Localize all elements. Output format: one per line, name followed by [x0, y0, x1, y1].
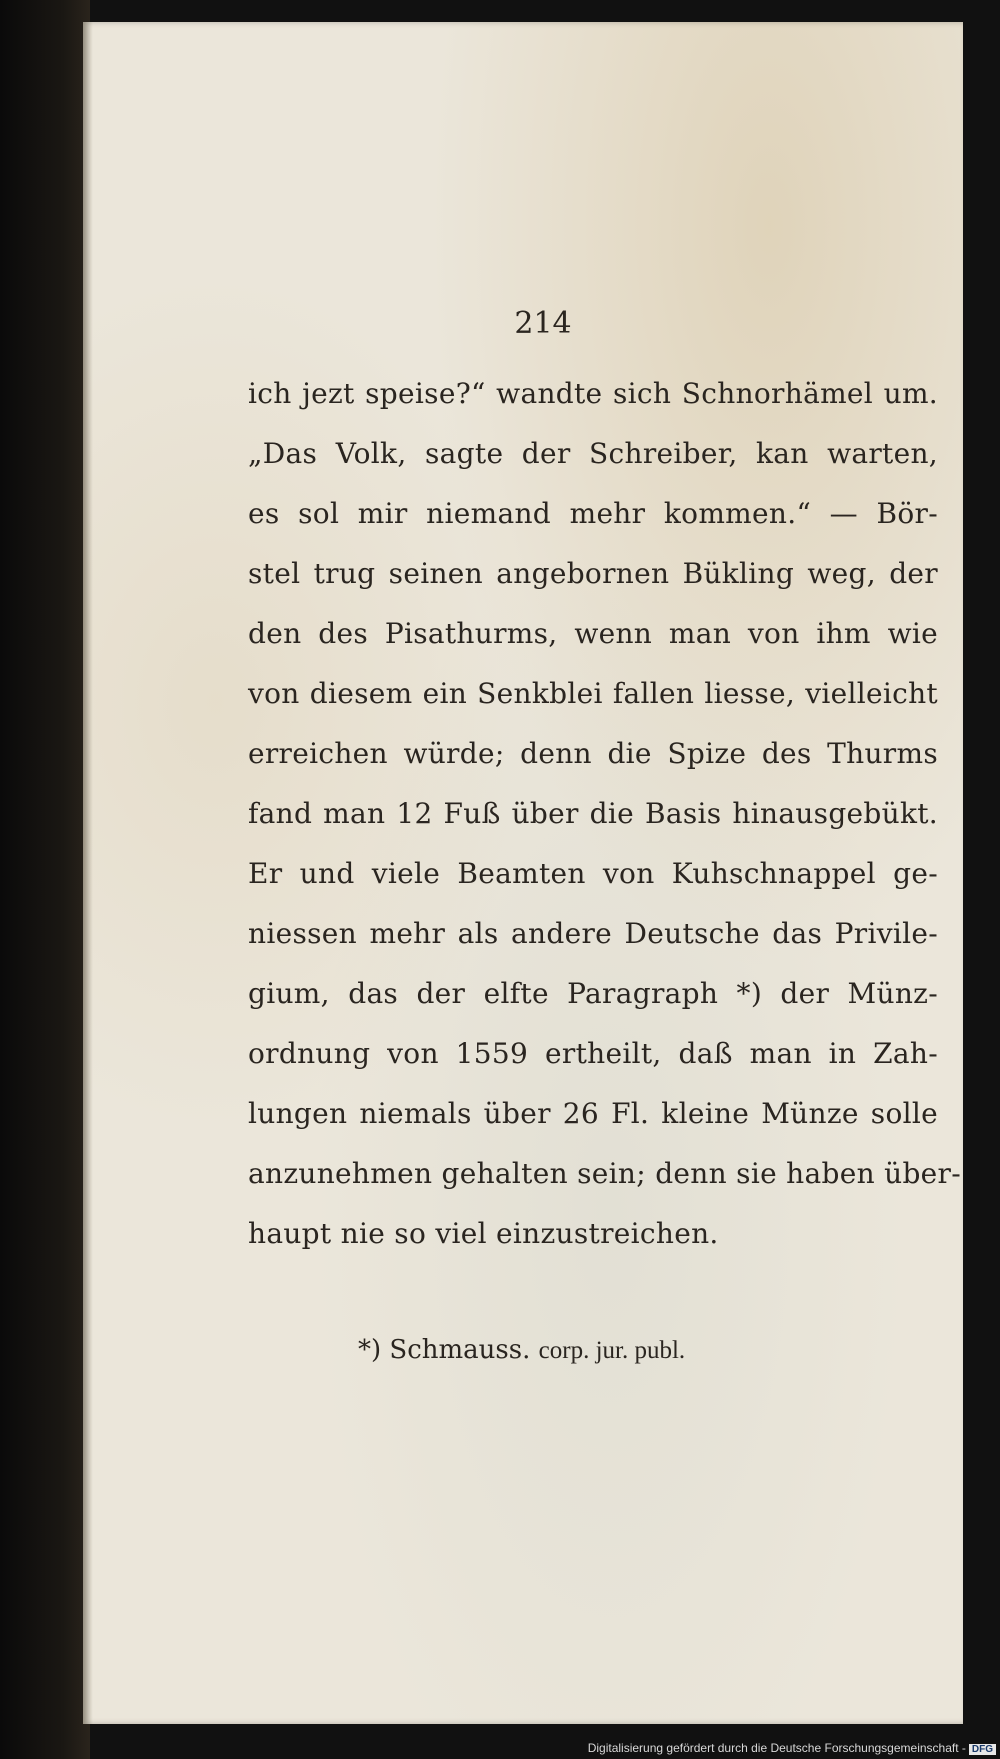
text-line: den des Pisathurms, wenn man von ihm wie — [248, 617, 938, 650]
text-line: von diesem ein Senkblei fallen liesse, vielleicht — [248, 677, 938, 710]
footnote — [358, 1335, 685, 1365]
dfg-logo: DFG — [969, 1744, 996, 1755]
footnote-author: *) Schmauss. — [358, 1335, 531, 1365]
page-spine-shadow — [83, 22, 93, 1724]
text-line: niessen mehr als andere Deutsche das Privile- — [248, 917, 938, 950]
text-line: haupt nie so viel einzustreichen. — [248, 1217, 719, 1250]
text-line: es sol mir niemand mehr kommen.“ — Bör- — [248, 497, 938, 530]
footnote-citation: corp. jur. publ. — [538, 1337, 686, 1364]
text-line: anzunehmen gehalten sein; denn sie haben über- — [248, 1157, 961, 1190]
credit-text: Digitalisierung gefördert durch die Deutsche Forschungsgemeinschaft - — [587, 1741, 966, 1755]
text-line: fand man 12 Fuß über die Basis hinausgebükt. — [248, 797, 938, 830]
text-line: gium, das der elfte Paragraph *) der Münz- — [248, 977, 938, 1010]
scan-background — [0, 0, 90, 1759]
text-line: Er und viele Beamten von Kuhschnappel ge- — [248, 857, 938, 890]
body-text — [248, 364, 961, 1264]
page-number: 214 — [514, 306, 572, 341]
text-line: stel trug seinen angebornen Bükling weg, der — [248, 557, 938, 590]
digitization-credit — [588, 1741, 996, 1755]
text-line: ordnung von 1559 ertheilt, daß man in Zah- — [248, 1037, 938, 1070]
text-line: erreichen würde; denn die Spize des Thurms — [248, 737, 938, 770]
text-line: lungen niemals über 26 Fl. kleine Münze solle — [248, 1097, 938, 1130]
text-line: „Das Volk, sagte der Schreiber, kan warten, — [248, 437, 938, 470]
text-line: ich jezt speise?“ wandte sich Schnorhämel um. — [248, 377, 938, 410]
